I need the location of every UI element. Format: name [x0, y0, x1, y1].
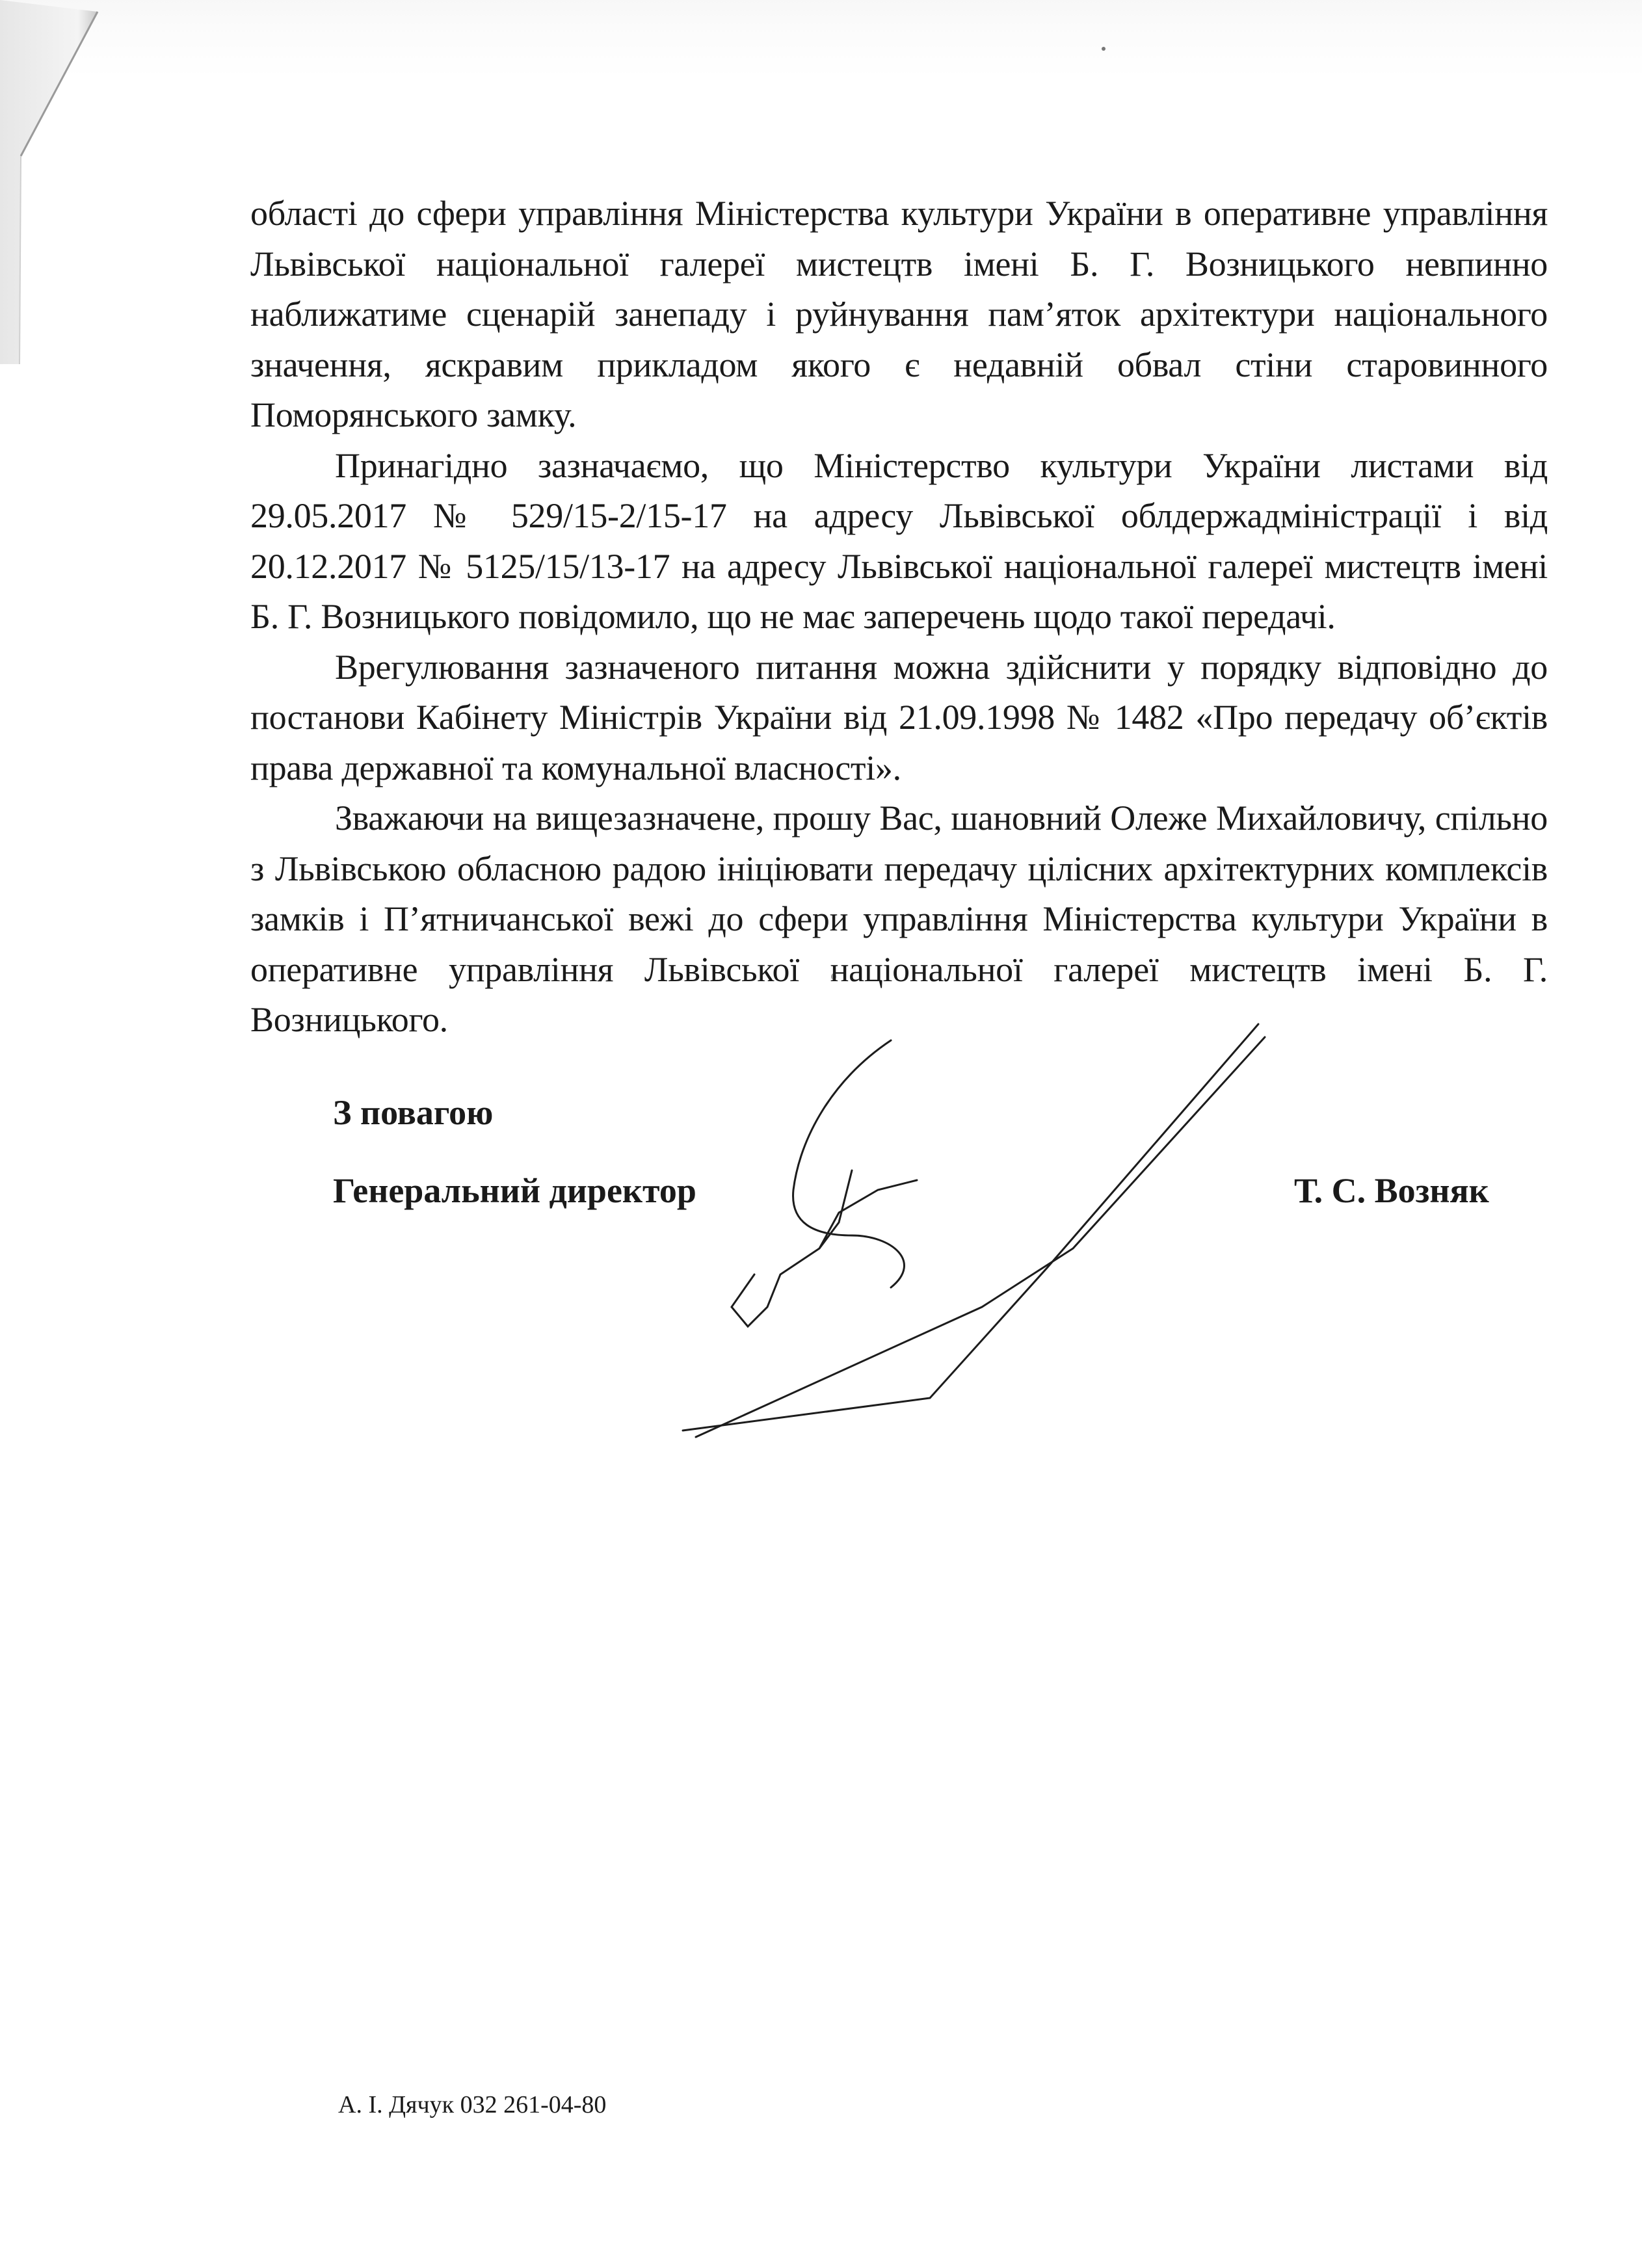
signer-name: Т. С. Возняк [1294, 1171, 1489, 1210]
letter-body [250, 189, 1548, 1046]
folded-corner [0, 0, 195, 364]
closing-regards: З повагою [333, 1093, 494, 1132]
scan-speck [1102, 47, 1106, 51]
body-paragraph: Принагідно зазначаємо, що Міністерство культури України листами від 29.05.2017 № 529/15-2/15-17 на адресу Львівської облдержадміністрації і від 20.12.2017 № 5125/15/13-17 на адресу Львівської національної галереї мистецтв імені Б. Г. Возницького повідомило, що не має заперечень щодо такої передачі. [250, 445, 1548, 636]
signer-position: Генеральний директор [333, 1171, 696, 1210]
body-paragraph: Врегулювання зазначеного питання можна здійснити у порядку відповідно до постанови Кабінету Міністрів України від 21.09.1998 № 1482 «Про передачу об’єктів права державної та комунальної власності». [250, 647, 1548, 787]
body-paragraph: області до сфери управління Міністерства культури України в оперативне управління Львівської національної галереї мистецтв імені Б. Г. Возницького невпинно наближатиме сценарій занепаду і руйнування пам’яток архітектури національного значення, яскравим прикладом якого є недавній обвал стіни старовинного Поморянського замку. [250, 194, 1548, 434]
body-paragraph: Зважаючи на вищезазначене, прошу Вас, шановний Олеже Михайловичу, спільно з Львівською обласною радою ініціювати передачу цілісних архітектурних комплексів замків і П’ятничанської вежі до сфери управління Міністерства культури України в оперативне управління Львівської національної галереї мистецтв імені Б. Г. Возницького. [250, 798, 1548, 1039]
handwritten-signature [618, 1001, 1333, 1444]
contact-footer: А. І. Дячук 032 261-04-80 [338, 2091, 607, 2118]
